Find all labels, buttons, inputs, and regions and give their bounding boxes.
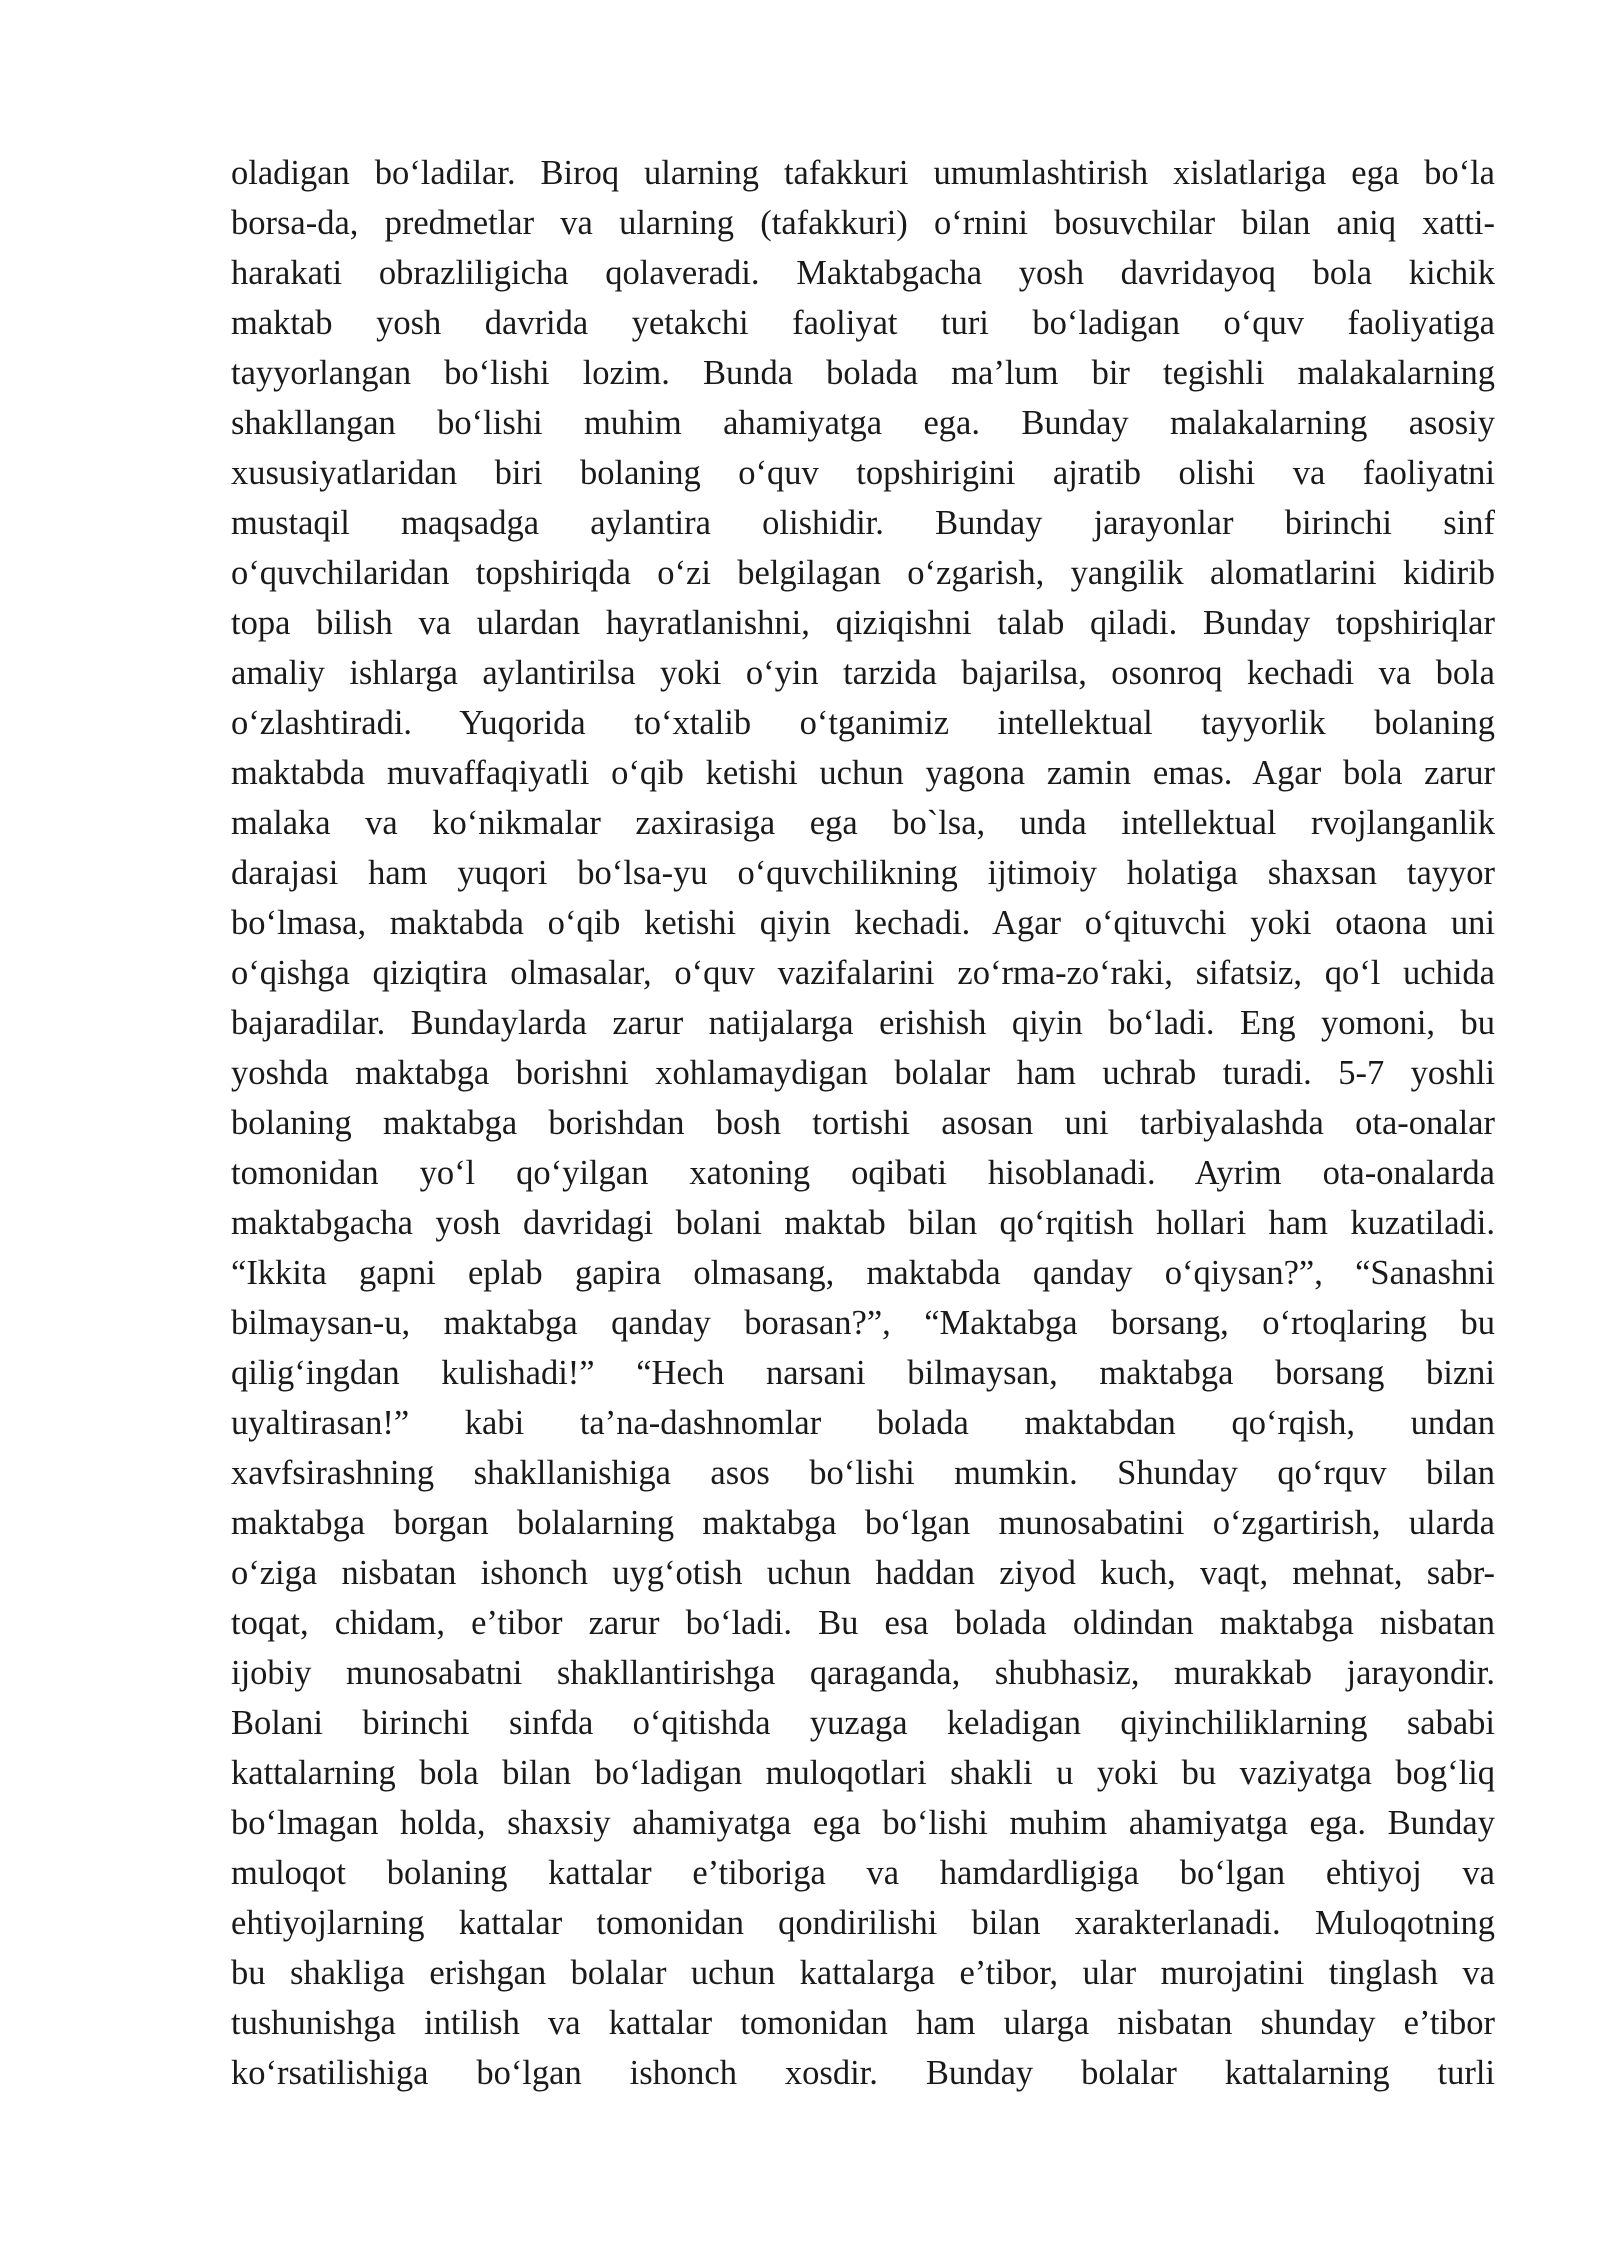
text-line: xususiyatlaridan biri bolaning o‘quv topshirigini ajratib olishi va faoliyatni — [231, 454, 1495, 492]
text-line: tayyorlangan bo‘lishi lozim. Bunda bolada ma’lum bir tegishli malakalarning — [231, 354, 1495, 392]
text-line: toqat, chidam, e’tibor zarur bo‘ladi. Bu esa bolada oldindan maktabga nisbatan — [231, 1604, 1495, 1642]
text-line: oladigan bo‘ladilar. Biroq ularning tafakkuri umumlashtirish xislatlariga ega bo‘la — [231, 154, 1495, 192]
text-line: topa bilish va ulardan hayratlanishni, qiziqishni talab qiladi. Bunday topshiriqlar — [231, 604, 1495, 642]
text-line: maktabga borgan bolalarning maktabga bo‘lgan munosabatini o‘zgartirish, ularda — [231, 1504, 1495, 1542]
text-line: o‘ziga nisbatan ishonch uyg‘otish uchun haddan ziyod kuch, vaqt, mehnat, sabr- — [231, 1554, 1495, 1592]
text-line: “Ikkita gapni eplab gapira olmasang, maktabda qanday o‘qiysan?”, “Sanashni — [231, 1254, 1495, 1292]
text-line: muloqot bolaning kattalar e’tiboriga va hamdardligiga bo‘lgan ehtiyoj va — [231, 1854, 1495, 1892]
text-line: malaka va ko‘nikmalar zaxirasiga ega bo`lsa, unda intellektual rvojlanganlik — [231, 804, 1495, 842]
text-line: Bolani birinchi sinfda o‘qitishda yuzaga keladigan qiyinchiliklarning sababi — [231, 1704, 1495, 1742]
text-line: xavfsirashning shakllanishiga asos bo‘lishi mumkin. Shunday qo‘rquv bilan — [231, 1454, 1495, 1492]
text-line: mustaqil maqsadga aylantira olishidir. Bunday jarayonlar birinchi sinf — [231, 504, 1495, 542]
text-line: uyaltirasan!” kabi ta’na-dashnomlar bolada maktabdan qo‘rqish, undan — [231, 1404, 1495, 1442]
text-line: qilig‘ingdan kulishadi!” “Hech narsani bilmaysan, maktabga borsang bizni — [231, 1354, 1495, 1392]
text-line: borsa-da, predmetlar va ularning (tafakkuri) o‘rnini bosuvchilar bilan aniq xatti- — [231, 204, 1495, 242]
text-line: yoshda maktabga borishni xohlamaydigan bolalar ham uchrab turadi. 5-7 yoshli — [231, 1054, 1495, 1092]
text-line: shakllangan bo‘lishi muhim ahamiyatga ega. Bunday malakalarning asosiy — [231, 404, 1495, 442]
text-line: ehtiyojlarning kattalar tomonidan qondirilishi bilan xarakterlanadi. Muloqotning — [231, 1904, 1495, 1942]
text-line: tushunishga intilish va kattalar tomonidan ham ularga nisbatan shunday e’tibor — [231, 2004, 1495, 2042]
text-line: o‘quvchilaridan topshiriqda o‘zi belgilagan o‘zgarish, yangilik alomatlarini kidirib — [231, 554, 1495, 592]
text-line: bilmaysan-u, maktabga qanday borasan?”, “Maktabga borsang, o‘rtoqlaring bu — [231, 1304, 1495, 1342]
text-line: bolaning maktabga borishdan bosh tortishi asosan uni tarbiyalashda ota-onalar — [231, 1104, 1495, 1142]
body-text — [231, 148, 1495, 2098]
text-line: bajaradilar. Bundaylarda zarur natijalarga erishish qiyin bo‘ladi. Eng yomoni, bu — [231, 1004, 1495, 1042]
text-line: tomonidan yo‘l qo‘yilgan xatoning oqibati hisoblanadi. Ayrim ota-onalarda — [231, 1154, 1495, 1192]
text-line: bo‘lmagan holda, shaxsiy ahamiyatga ega bo‘lishi muhim ahamiyatga ega. Bunday — [231, 1804, 1495, 1842]
text-line: maktabda muvaffaqiyatli o‘qib ketishi uchun yagona zamin emas. Agar bola zarur — [231, 754, 1495, 792]
text-line: amaliy ishlarga aylantirilsa yoki o‘yin tarzida bajarilsa, osonroq kechadi va bola — [231, 654, 1495, 692]
text-line: ijobiy munosabatni shakllantirishga qaraganda, shubhasiz, murakkab jarayondir. — [231, 1654, 1495, 1692]
text-line: o‘qishga qiziqtira olmasalar, o‘quv vazifalarini zo‘rma-zo‘raki, sifatsiz, qo‘l uchida — [231, 954, 1495, 992]
text-line: ko‘rsatilishiga bo‘lgan ishonch xosdir. Bunday bolalar kattalarning turli — [231, 2054, 1495, 2092]
text-line: maktab yosh davrida yetakchi faoliyat turi bo‘ladigan o‘quv faoliyatiga — [231, 304, 1495, 342]
text-line: o‘zlashtiradi. Yuqorida to‘xtalib o‘tganimiz intellektual tayyorlik bolaning — [231, 704, 1495, 742]
text-line: maktabgacha yosh davridagi bolani maktab bilan qo‘rqitish hollari ham kuzatiladi. — [231, 1204, 1495, 1242]
text-line: harakati obrazliligicha qolaveradi. Maktabgacha yosh davridayoq bola kichik — [231, 254, 1495, 292]
text-line: darajasi ham yuqori bo‘lsa-yu o‘quvchilikning ijtimoiy holatiga shaxsan tayyor — [231, 854, 1495, 892]
text-line: bo‘lmasa, maktabda o‘qib ketishi qiyin kechadi. Agar o‘qituvchi yoki otaona uni — [231, 904, 1495, 942]
text-line: kattalarning bola bilan bo‘ladigan muloqotlari shakli u yoki bu vaziyatga bog‘liq — [231, 1754, 1495, 1792]
text-line: bu shakliga erishgan bolalar uchun kattalarga e’tibor, ular murojatini tinglash va — [231, 1954, 1495, 1992]
